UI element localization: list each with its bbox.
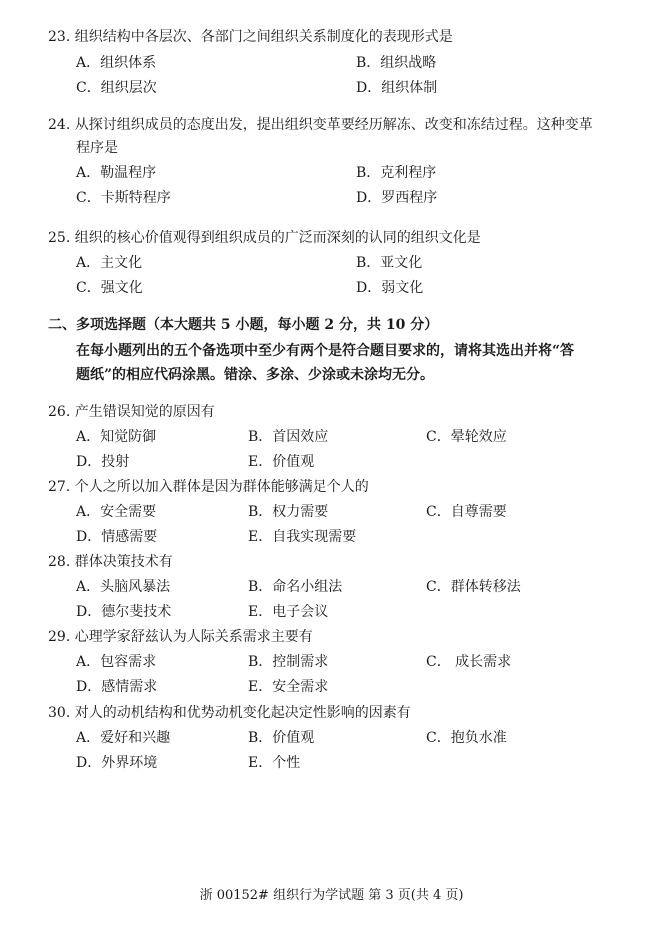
question-29-option-b: B．控制需求 [248,654,329,670]
question-26-option-e: E．价值观 [248,454,315,470]
question-27-option-d: D．情感需要 [76,529,158,545]
question-25-option-a: A．主文化 [76,255,143,271]
question-23-option-b: B．组织战略 [356,55,437,71]
question-30-option-c: C．抱负水准 [426,730,507,746]
question-28-stem: 28. 群体决策技术有 [48,554,173,570]
question-23-option-d: D．组织体制 [356,80,438,96]
question-30-option-b: B．价值观 [248,730,315,746]
question-28-option-d: D．德尔斐技术 [76,604,172,620]
question-24-option-a: A．勒温程序 [76,165,157,181]
question-24-stem-line1: 24. 从探讨组织成员的态度出发，提出组织变革要经历解冻、改变和冻结过程。这种变革 [48,117,593,133]
question-27-option-a: A．安全需要 [76,504,157,520]
question-29-option-e: E．安全需求 [248,679,329,695]
question-26-option-b: B．首因效应 [248,429,329,445]
question-30-option-e: E．个性 [248,755,301,771]
question-25-stem: 25. 组织的核心价值观得到组织成员的广泛而深刻的认同的组织文化是 [48,230,481,246]
question-26-option-c: C．晕轮效应 [426,429,507,445]
question-30-option-d: D．外界环境 [76,755,158,771]
question-28-option-c: C．群体转移法 [426,579,521,595]
question-26-stem: 26. 产生错误知觉的原因有 [48,404,215,420]
question-29-option-c: C． 成长需求 [426,654,512,670]
question-26-option-d: D．投射 [76,454,130,470]
section-2-heading: 二、多项选择题（本大题共 5 小题，每小题 2 分，共 10 分） [48,317,439,333]
question-28-option-a: A．头脑风暴法 [76,579,171,595]
question-27-stem: 27. 个人之所以加入群体是因为群体能够满足个人的 [48,479,369,495]
page-footer: 浙 00152# 组织行为学试题 第 3 页(共 4 页) [199,888,464,903]
question-28-option-b: B．命名小组法 [248,579,343,595]
question-23-option-a: A．组织体系 [76,55,157,71]
question-25-option-c: C．强文化 [76,280,143,296]
question-24-stem-line2: 程序是 [76,140,118,156]
question-24-option-d: D．罗西程序 [356,190,438,206]
question-25-option-b: B．亚文化 [356,255,423,271]
question-29-stem: 29. 心理学家舒兹认为人际关系需求主要有 [48,629,313,645]
question-29-option-d: D．感情需求 [76,679,158,695]
question-23-option-c: C．组织层次 [76,80,157,96]
question-25-option-d: D．弱文化 [356,280,424,296]
question-24-option-b: B．克利程序 [356,165,437,181]
question-30-stem: 30. 对人的动机结构和优势动机变化起决定性影响的因素有 [48,705,411,721]
question-24-option-c: C．卡斯特程序 [76,190,171,206]
question-27-option-b: B．权力需要 [248,504,329,520]
question-27-option-e: E．自我实现需要 [248,529,357,545]
question-30-option-a: A．爱好和兴趣 [76,730,171,746]
section-2-instructions-line1: 在每小题列出的五个备选项中至少有两个是符合题目要求的，请将其选出并将“答 [76,343,575,359]
section-2-instructions-line2: 题纸”的相应代码涂黑。错涂、多涂、少涂或未涂均无分。 [76,367,435,383]
question-28-option-e: E．电子会议 [248,604,329,620]
question-23-stem: 23. 组织结构中各层次、各部门之间组织关系制度化的表现形式是 [48,29,453,45]
question-29-option-a: A．包容需求 [76,654,157,670]
question-27-option-c: C．自尊需要 [426,504,507,520]
question-26-option-a: A．知觉防御 [76,429,157,445]
